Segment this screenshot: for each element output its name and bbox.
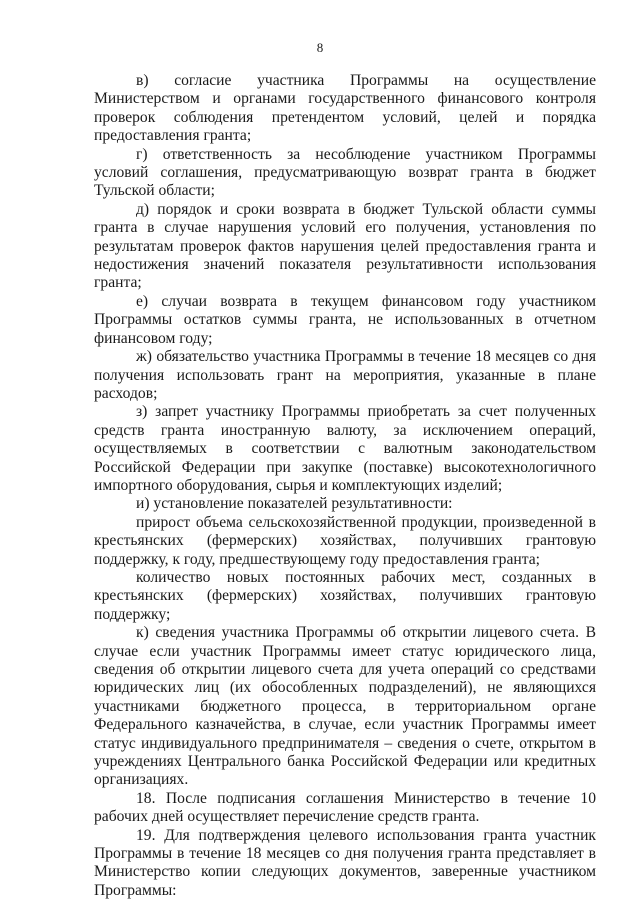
paragraph-e-refund-cases: е) случаи возврата в текущем финансовом году участником Программы остатков суммы гранта, не использованных в отчетном финансовом году;: [94, 292, 596, 347]
body-text: [94, 72, 596, 900]
paragraph-indicator-new-jobs: количество новых постоянных рабочих мест, созданных в крестьянских (фермерских) хозяйствах, получивших грантовую поддержку;: [94, 568, 596, 623]
paragraph-g-responsibility: г) ответственность за несоблюдение участником Программы условий соглашения, предусматривающую возврат гранта в бюджет Тульской области;: [94, 145, 596, 200]
paragraph-k-account-info: к) сведения участника Программы об открытии лицевого счета. В случае если участник Программы имеет статус юридического лица, сведения об открытии лицевого счета для учета операций со средствами юридических лиц (их обособленных подразделений), не являющихся участниками бюджетного процесса, в территориальном органе Федерального казначейства, в случае, если участник Программы имеет статус индивидуального предпринимателя – сведения о счете, открытом в учреждениях Центрального банка Российской Федерации или кредитных организациях.: [94, 624, 596, 789]
paragraph-zh-obligation: ж) обязательство участника Программы в течение 18 месяцев со дня получения использовать грант на мероприятия, указанные в плане расходов;: [94, 348, 596, 402]
paragraph-18-transfer: 18. После подписания соглашения Министерство в течение 10 рабочих дней осуществляет перечисление средств гранта.: [94, 789, 596, 826]
page-number: 8: [316, 40, 324, 55]
paragraph-z-currency-ban: з) запрет участнику Программы приобретать за счет полученных средств гранта иностранную валюту, за исключением операций, осуществляемых в соответствии с валютным законодательством Российской Федерации при закупке (поставке) высокотехнологичного импортного оборудования, сырья и комплектующих изделий;: [94, 403, 596, 494]
paragraph-indicator-production-growth: прирост объема сельскохозяйственной продукции, произведенной в крестьянских (фермерских) хозяйствах, получивших грантовую поддержку, к году, предшествующему году предоставления гранта;: [94, 513, 596, 568]
paragraph-19-confirmation: 19. Для подтверждения целевого использования гранта участник Программы в течение 18 месяцев со дня получения гранта представляет в Министерство копии следующих документов, заверенные участником Программы:: [94, 826, 596, 899]
paragraph-i-indicators: и) установление показателей результативности:: [136, 495, 453, 513]
paragraph-v-consent: в) согласие участника Программы на осуществление Министерством и органами государственного финансового контроля проверок соблюдения претендентом условий, целей и порядка предоставления гранта;: [94, 72, 596, 145]
paragraph-d-refund-procedure: д) порядок и сроки возврата в бюджет Тульской области суммы гранта в случае нарушения условий его получения, установления по результатам проверок фактов нарушения целей предоставления гранта и недостижения значений показателя результативности использования гранта;: [94, 200, 596, 292]
